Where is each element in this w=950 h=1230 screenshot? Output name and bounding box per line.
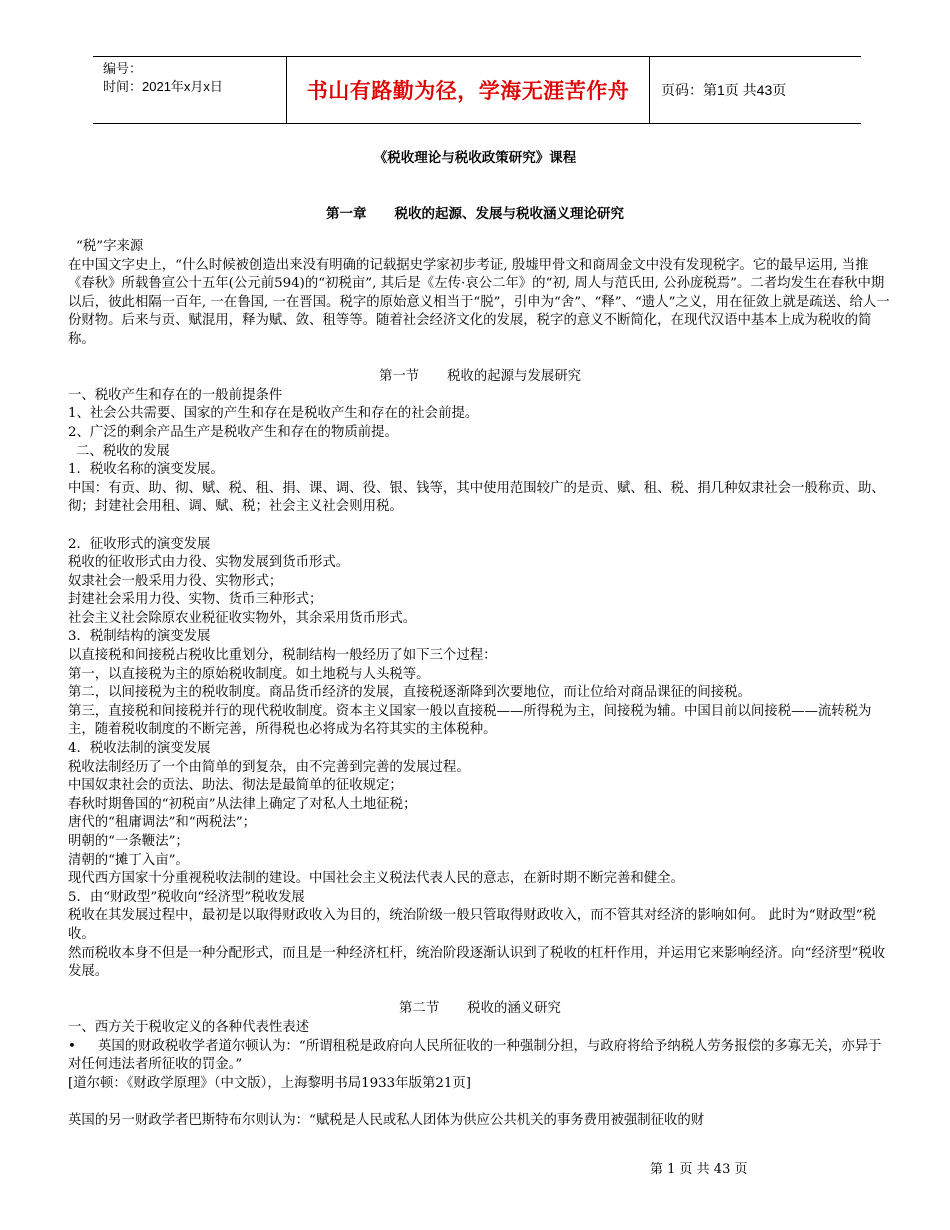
bullet-paragraph	[68, 1038, 892, 1075]
paragraph: 税收法制经历了一个由简单的到复杂，由不完善到完善的发展过程。	[68, 759, 470, 775]
paragraph: 1．税收名称的演变发展。	[68, 462, 224, 478]
header-page-info: 页码：第1页 共43页	[661, 82, 787, 98]
paragraph: 封建社会采用力役、实物、货币三种形式；	[68, 592, 323, 608]
chapter-title: 税收的起源、发展与税收涵义理论研究	[394, 206, 624, 222]
paragraph: 社会主义社会除原农业税征收实物外，其余采用货币形式。	[68, 610, 417, 626]
paragraph: 2、广泛的剩余产品生产是税收产生和存在的物质前提。	[68, 424, 398, 440]
paragraph: 在中国文字史上，“什么时候被创造出来没有明确的记载据史学家初步考证, 殷墟甲骨文和商周金文中没有发现税字。它的最早运用, 当推《春秋》所载鲁宣公十五年(公元前594)的“初税亩”, 其后是《左传·哀公二年》的“初, 周人与范氏田, 公孙庞税焉”。二者均发生在春秋中期以后，彼此相隔一百年, 一在鲁国, 一在晋国。税字的原始意义相当于“脱”，引申为“舍”、“释”、“遗人”之义，用在征敛上就是疏送、给人一份财物。后来与贡、赋混用，释为赋、敛、租等等。随着社会经济文化的发展，税字的意义不断简化，在现代汉语中基本上成为税收的简称。	[68, 257, 890, 347]
section-heading	[68, 368, 892, 387]
paragraph: 以直接税和间接税占税收比重划分，税制结构一般经历了如下三个过程：	[68, 648, 497, 664]
paragraph: 中国：有贡、助、彻、赋、税、租、捐、课、调、役、银、钱等，其中使用范围较广的是贡、赋、租、税、捐几种奴隶社会一般称贡、助、彻；封建社会用租、调、赋、税；社会主义社会则用税。	[68, 480, 885, 515]
paragraph: 现代西方国家十分重视税收法制的建设。中国社会主义税法代表人民的意志，在新时期不断完善和健全。	[68, 871, 684, 887]
paragraph: 3．税制结构的演变发展	[68, 629, 211, 645]
paragraph: 2．征收形式的演变发展	[68, 536, 211, 552]
page-header	[93, 56, 861, 124]
paragraph: 一、税收产生和存在的一般前提条件	[68, 387, 283, 403]
section-number: 第一节	[378, 369, 420, 385]
section-title: 税收的起源与发展研究	[447, 369, 582, 385]
page-footer: 第 1 页 共 43 页	[650, 1162, 748, 1177]
paragraph: 税收在其发展过程中，最初是以取得财政收入为目的，统治阶级一般只管取得财政收入，而不管其对经济的影响如何。 此时为“财政型”税收。	[68, 908, 876, 942]
paragraph: 明朝的“一条鞭法”；	[68, 834, 189, 849]
header-motto-cell	[286, 57, 650, 123]
paragraph: 春秋时期鲁国的“初税亩”从法律上确定了对私人土地征税；	[68, 796, 417, 812]
paragraph: 5．由“财政型”税收向“经济型”税收发展	[68, 889, 305, 905]
header-motto: 书山有路勤为径，学海无涯苦作舟	[306, 79, 630, 103]
paragraph: 二、税收的发展	[76, 443, 170, 459]
paragraph: 税收的征收形式由力役、实物发展到货币形式。	[68, 555, 350, 571]
paragraph: 4．税收法制的演变发展	[68, 741, 211, 757]
paragraph: 一、西方关于税收定义的各种代表性表述	[68, 1019, 310, 1035]
paragraph: 中国奴隶社会的贡法、助法、彻法是最简单的征收规定；	[68, 778, 403, 794]
paragraph: “税”字来源	[76, 239, 144, 254]
chapter-number: 第一章	[326, 206, 367, 222]
paragraph: 英国的另一财政学者巴斯特布尔则认为：“赋税是人民或私人团体为供应公共机关的事务费用被强制征收的财	[68, 1112, 705, 1128]
number-label: 编号：	[103, 61, 143, 76]
time-label: 时间：2021年x月x日	[103, 79, 223, 94]
paragraph: 1、社会公共需要、国家的产生和存在是税收产生和存在的社会前提。	[68, 406, 479, 422]
paragraph: 第一，以直接税为主的原始税收制度。如土地税与人头税等。	[68, 666, 430, 682]
section-heading	[68, 1000, 892, 1019]
course-title: 《税收理论与税收政策研究》课程	[373, 150, 577, 166]
paragraph: 奴隶社会一般采用力役、实物形式；	[68, 573, 283, 589]
bullet-icon: •	[68, 1038, 76, 1054]
section-title: 税收的涵义研究	[467, 1001, 561, 1017]
chapter-heading	[0, 202, 950, 222]
paragraph: 清朝的“摊丁入亩”。	[68, 852, 189, 868]
paragraph: 然而税收本身不但是一种分配形式，而且是一种经济杠杆，统治阶段逐渐认识到了税收的杠杆作用，并运用它来影响经济。向“经济型”税收发展。	[68, 945, 886, 980]
citation: [道尔顿：《财政学原理》（中文版），上海黎明书局1933年版第21页]	[68, 1075, 472, 1091]
header-meta	[93, 57, 286, 123]
section-number: 第二节	[399, 1001, 440, 1017]
paragraph: 第二，以间接税为主的税收制度。商品货币经济的发展，直接税逐渐降到次要地位，而让位给对商品课征的间接税。	[68, 685, 751, 701]
paragraph: 唐代的“租庸调法”和“两税法”；	[68, 815, 257, 831]
document-body	[68, 238, 892, 1131]
paragraph: 第三，直接税和间接税并行的现代税收制度。资本主义国家一般以直接税——所得税为主，间接税为辅。中国目前以间接税——流转税为主，随着税收制度的不断完善，所得税也必将成为名符其实的主体税种。	[68, 703, 872, 738]
bullet-text: 英国的财政税收学者道尔顿认为：“所谓租税是政府向人民所征收的一种强制分担，与政府将给予纳税人劳务报偿的多寡无关，亦异于对任何违法者所征收的罚金。”	[68, 1038, 882, 1073]
